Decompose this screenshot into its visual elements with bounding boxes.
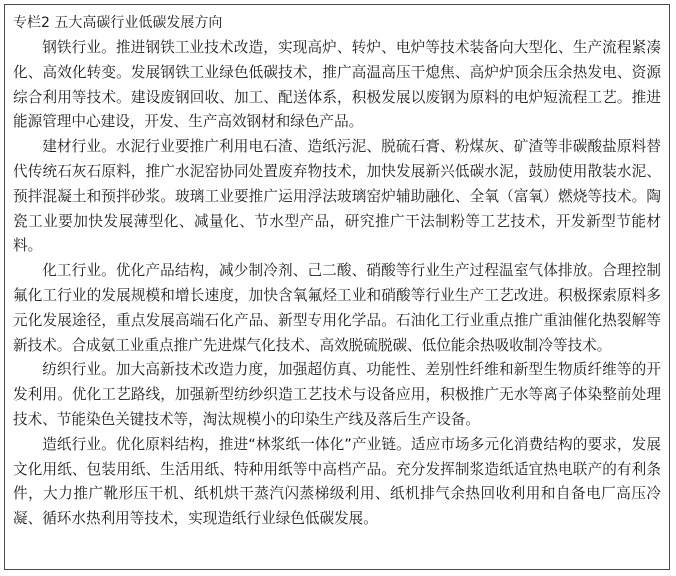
paragraph-building-materials: 建材行业。水泥行业要推广利用电石渣、造纸污泥、脱硫石膏、粉煤灰、矿渣等非碳酸盐原料替代传统石灰石原料，推广水泥窑协同处置废弃物技术，加快发展新兴低碳水泥，鼓励使用散装水泥、预拌混凝土和预拌砂浆。玻璃工业要推广运用浮法玻璃窑炉辅助融化、全氧（富氧）燃烧等技术。陶瓷工业要加快发展薄型化、减量化、节水型产品，研究推广干法制粉等工艺技术，开发新型节能材料。 [13, 138, 661, 255]
paragraph-paper: 造纸行业。优化原料结构，推进“林浆纸一体化”产业链。适应市场多元化消费结构的要求，发展文化用纸、包装用纸、生活用纸、特种用纸等中高档产品。充分发挥制浆造纸适宜热电联产的有利条件，大力推广靴形压干机、纸机烘干蒸汽闪蒸梯级利用、纸机排气余热回收利用和自备电厂高压冷凝、循环水热利用等技术，实现造纸行业绿色低碳发展。 [13, 435, 661, 528]
paragraph-chemical: 化工行业。优化产品结构，减少制冷剂、己二酸、硝酸等行业生产过程温室气体排放。合理控制氟化工行业的发展规模和增长速度，加快含氧氟烃工业和硝酸等行业生产工艺改进。积极探索原料多元化发展途径，重点发展高端石化产品、新型专用化学品。石油化工行业重点推广重油催化热裂解等新技术。合成氨工业重点推广先进煤气化技术、高效脱硫脱碳、低位能余热吸收制冷等技术。 [13, 262, 661, 354]
column-box [4, 4, 670, 570]
paragraph-steel: 钢铁行业。推进钢铁工业技术改造，实现高炉、转炉、电炉等技术装备向大型化、生产流程紧凑化、高效化转变。发展钢铁工业绿色低碳技术，推广高温高压干熄焦、高炉炉顶余压余热发电、资源综合利用等技术。建设废钢回收、加工、配送体系，积极发展以废钢为原料的电炉短流程工艺。推进能源管理中心建设，开发、生产高效钢材和绿色产品。 [13, 39, 661, 131]
box-title: 专栏2 五大高碳行业低碳发展方向 [13, 15, 223, 31]
paragraph-textile: 纺织行业。加大高新技术改造力度，加强超仿真、功能性、差别性纤维和新型生物质纤维等的开发利用。优化工艺路线，加强新型纺纱织造工艺技术与设备应用，积极推广无水等离子体染整前处理技术、节能染色关键技术等，淘汰规模小的印染生产线及落后生产设备。 [13, 361, 661, 428]
